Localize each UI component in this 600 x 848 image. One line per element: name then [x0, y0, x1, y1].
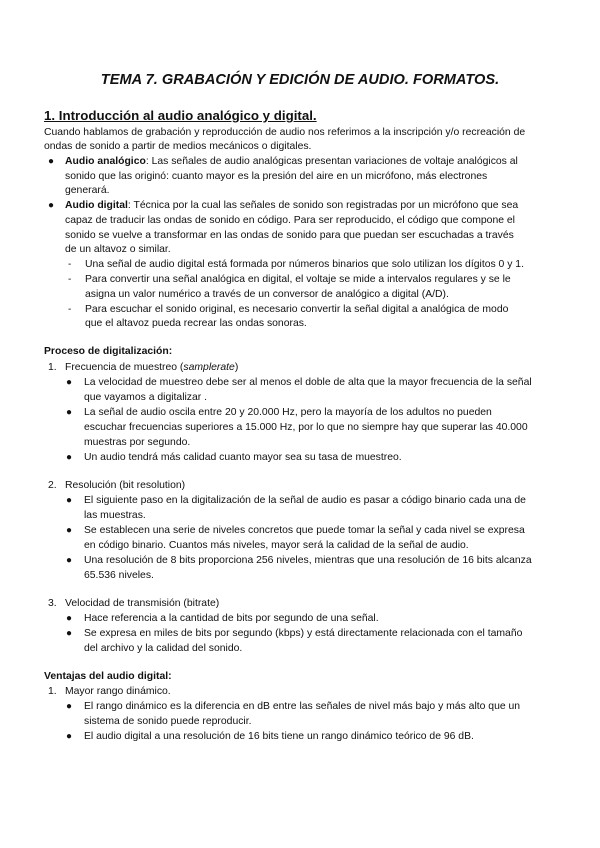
- analog-line-1: [65, 155, 518, 170]
- bullet-icon: ●: [66, 555, 73, 566]
- ventajas-bullet-2-line-1: El audio digital a una resolución de 16 bits tiene un rango dinámico teórico de 96 dB.: [84, 731, 474, 742]
- proceso-item-1: [65, 361, 238, 376]
- proceso-1-bullet-3-line-1: Un audio tendrá más calidad cuanto mayor sea su tasa de muestreo.: [84, 452, 402, 463]
- list-number: 1.: [48, 362, 57, 373]
- ventajas-bullet-1-line-2: sistema de sonido puede reproducir.: [84, 716, 252, 727]
- dash-3-line-2: que el altavoz pueda recrear las ondas sonoras.: [85, 318, 307, 329]
- item-text: ): [234, 362, 239, 373]
- dash-icon: -: [68, 259, 72, 270]
- proceso-2-bullet-1-line-1: El siguiente paso en la digitalización de la señal de audio es pasar a código binario cada una de: [84, 495, 526, 506]
- digital-line-3: sonido se vuelve a transformar en las ondas de sonido para que puedan ser escuchadas a través: [65, 230, 514, 241]
- dash-3-line-1: Para escuchar el sonido original, es necesario convertir la señal digital a analógica de modo: [85, 304, 509, 315]
- proceso-2-bullet-2-line-1: Se establecen una serie de niveles concretos que puede tomar la señal y cada nivel se expresa: [84, 525, 525, 536]
- analog-line-2: sonido que las originó: cuanto mayor es la presión del aire en un micrófono, más electrones: [65, 171, 488, 182]
- bullet-icon: ●: [66, 701, 73, 712]
- proceso-1-bullet-2-line-3: muestras por segundo.: [84, 437, 191, 448]
- proceso-2-bullet-3-line-1: Una resolución de 8 bits proporciona 256 niveles, mientras que una resolución de 16 bits alcanza: [84, 555, 532, 566]
- item-text-italic: samplerate: [183, 362, 235, 373]
- digital-text: : Técnica por la cual las señales de sonido son registradas por un micrófono que sea: [127, 200, 519, 211]
- section-heading-intro: 1. Introducción al audio analógico y digital.: [44, 108, 317, 123]
- digital-line-1: [65, 199, 518, 214]
- analog-line-3: generará.: [65, 185, 110, 196]
- intro-line-2: ondas de sonido a partir de medios mecánicos o digitales.: [44, 141, 312, 152]
- intro-line-1: Cuando hablamos de grabación y reproducción de audio nos referimos a la inscripción y/o recreación de: [44, 127, 526, 138]
- proceso-item-2: Resolución (bit resolution): [65, 480, 186, 491]
- dash-2-line-2: asigna un valor numérico a través de un conversor de analógico a digital (A/D).: [85, 289, 449, 300]
- bullet-icon: ●: [48, 200, 55, 211]
- proceso-1-bullet-1-line-2: que vayamos a digitalizar .: [84, 392, 208, 403]
- proceso-1-bullet-2-line-2: escuchar frecuencias superiores a 15.000 Hz, por lo que no siempre hay que superar las 40.000: [84, 422, 528, 433]
- analog-term: Audio analógico: [65, 156, 146, 167]
- section-heading-proceso: Proceso de digitalización:: [44, 346, 173, 357]
- digital-line-2: capaz de traducir las ondas de sonido en código. Para ser reproducido, el código que compone el: [65, 215, 515, 226]
- page-title: TEMA 7. GRABACIÓN Y EDICIÓN DE AUDIO. FORMATOS.: [100, 72, 500, 88]
- bullet-icon: ●: [66, 613, 73, 624]
- bullet-icon: ●: [66, 525, 73, 536]
- proceso-2-bullet-3-line-2: 65.536 niveles.: [84, 570, 154, 581]
- proceso-3-bullet-2-line-2: del archivo y la calidad del sonido.: [84, 643, 243, 654]
- item-text: Frecuencia de muestreo (: [65, 362, 184, 373]
- dash-1-line-1: Una señal de audio digital está formada por números binarios que solo utilizan los dígitos 0 y 1.: [85, 259, 524, 270]
- ventajas-bullet-1-line-1: El rango dinámico es la diferencia en dB entre las señales de nivel más bajo y más alto que un: [84, 701, 521, 712]
- proceso-3-bullet-1-line-1: Hace referencia a la cantidad de bits por segundo de una señal.: [84, 613, 379, 624]
- bullet-icon: ●: [48, 156, 55, 167]
- proceso-2-bullet-1-line-2: las muestras.: [84, 510, 146, 521]
- digital-term: Audio digital: [65, 200, 128, 211]
- list-number: 3.: [48, 598, 57, 609]
- proceso-2-bullet-2-line-2: en código binario. Cuantos más niveles, mayor será la calidad de la señal de audio.: [84, 540, 469, 551]
- digital-line-4: de un altavoz o similar.: [65, 244, 171, 255]
- dash-icon: -: [68, 274, 72, 285]
- bullet-icon: ●: [66, 731, 73, 742]
- bullet-icon: ●: [66, 628, 73, 639]
- proceso-1-bullet-1-line-1: La velocidad de muestreo debe ser al menos el doble de alta que la mayor frecuencia de la señal: [84, 377, 532, 388]
- list-number: 2.: [48, 480, 57, 491]
- section-heading-ventajas: Ventajas del audio digital:: [44, 671, 172, 682]
- bullet-icon: ●: [66, 452, 73, 463]
- bullet-icon: ●: [66, 495, 73, 506]
- list-number: 1.: [48, 686, 57, 697]
- proceso-item-3: Velocidad de transmisión (bitrate): [65, 598, 220, 609]
- analog-text: : Las señales de audio analógicas presentan variaciones de voltaje analógicos al: [145, 156, 518, 167]
- proceso-1-bullet-2-line-1: La señal de audio oscila entre 20 y 20.000 Hz, pero la mayoría de los adultos no pueden: [84, 407, 492, 418]
- dash-2-line-1: Para convertir una señal analógica en digital, el voltaje se mide a intervalos regulares y se le: [85, 274, 511, 285]
- proceso-3-bullet-2-line-1: Se expresa en miles de bits por segundo (kbps) y está directamente relacionada con el tamaño: [84, 628, 523, 639]
- ventajas-item-1: Mayor rango dinámico.: [65, 686, 171, 697]
- bullet-icon: ●: [66, 377, 73, 388]
- bullet-icon: ●: [66, 407, 73, 418]
- dash-icon: -: [68, 304, 72, 315]
